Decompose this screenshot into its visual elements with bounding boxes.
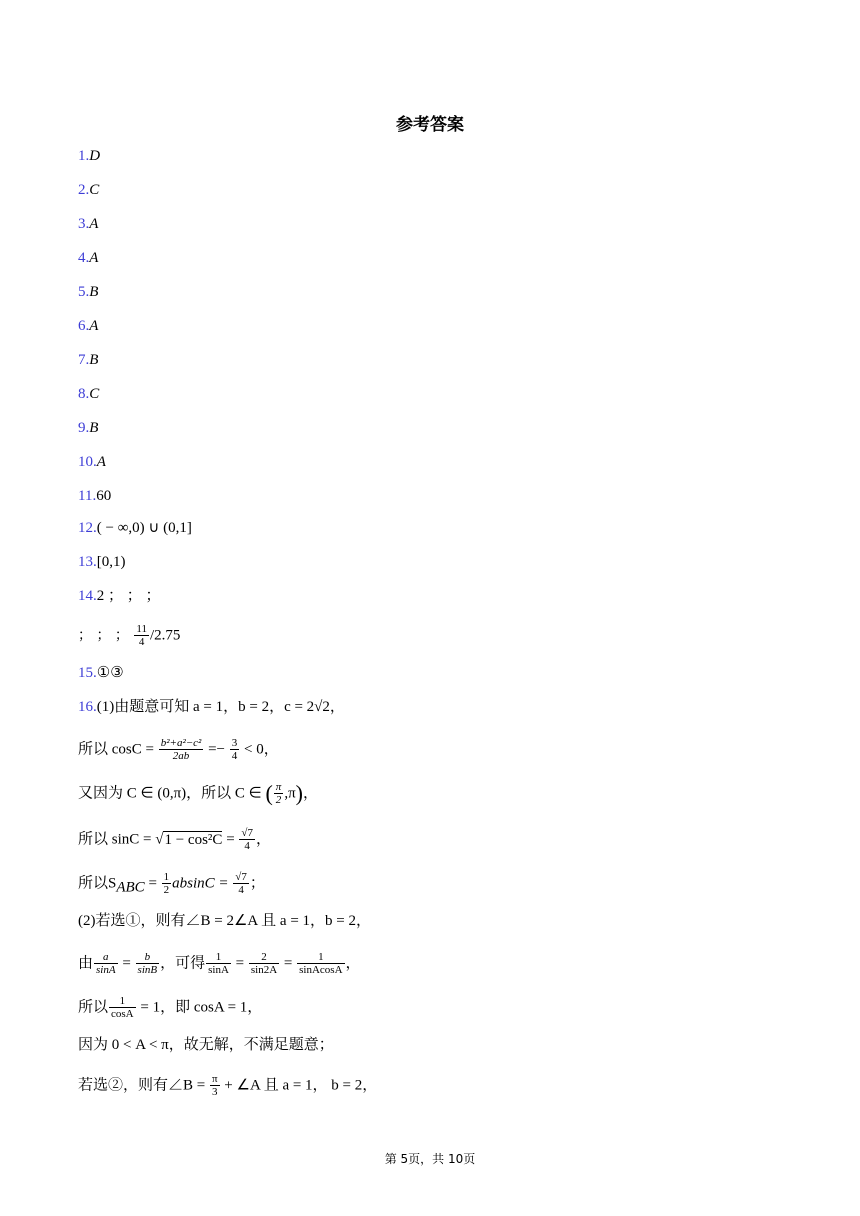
answer-9 [78,418,98,438]
answer-4 [78,248,98,268]
answer-7 [78,350,98,370]
answer-number: 11. [78,488,97,504]
solution-line-sinC: 所以 sinC = √1 − cos²C = $\frac{√7}{4}$ ， [78,827,271,852]
answer-number: 2. [78,182,90,198]
answer-value: A [89,318,99,334]
answer-1 [78,146,100,166]
answer-value: B [89,284,99,300]
answer-number: 4. [78,250,90,266]
solution-line-choice1: (2)若选①，则有∠B = 2∠A 且 a = 1，b = 2， [78,913,371,929]
solution-line-choice2: 若选②，则有∠B = $\frac{\pi}{3}$ + ∠A 且 a = 1， b = 2， [78,1073,378,1098]
fraction: $\frac{11}{4}$ [136,623,147,648]
answer-number: 5. [78,284,90,300]
page-footer: 第 5页，共 10页 [384,1152,476,1166]
answer-value: C [89,182,100,198]
answer-8 [78,384,99,404]
answer-number: 6. [78,318,90,334]
answer-number: 3. [78,216,90,232]
answer-number: 13. [78,554,97,570]
answer-3 [78,214,98,234]
answer-number: 14. [78,588,97,604]
answer-number: 12. [78,520,97,536]
answer-10 [78,452,106,472]
answer-14 [78,586,161,606]
answer-value: A [96,454,106,470]
answer-number: 10. [78,454,97,470]
page-title: 参考答案 [396,115,464,135]
answer-11 [78,486,111,506]
solution-line-no-solution: 因为 0 < A < π，故无解，不满足题意； [78,1037,334,1053]
answer-16: 16.(1)由题意可知 a = 1，b = 2，c = 2√2， [78,699,345,715]
answer-number: 8. [78,386,90,402]
answer-value: A [89,250,99,266]
answer-5 [78,282,98,302]
answer-6 [78,316,98,336]
answer-12 [78,518,192,538]
answer-value: ( − ∞,0) ∪ (0,1] [96,520,192,536]
answer-13 [78,552,126,572]
answer-2 [78,180,99,200]
answer-value: A [89,216,99,232]
answer-value: [0,1) [96,554,126,570]
solution-line-cosC: 所以 cosC = $\frac{\text{b²+a²−c²}}{2ab}$ =− $\frac{3}{4}$ < 0， [78,737,279,762]
solution-line-area: 所以$S_{ABC}$ = $\frac{1}{2}$ absinC = $\frac{√7}{4}$ ； [78,871,265,896]
answer-15: 15.①③ [78,665,124,681]
answer-value: B [89,352,99,368]
solution-line-cosA: 所以 $\frac{1}{\cos A}$ = 1，即 cosA = 1， [78,995,263,1020]
q14-line2: ； ； ； $\frac{11}{4}$ /2.75 [78,623,181,648]
answer-value: D [89,148,101,164]
answer-value: 60 [96,488,112,504]
solution-line-sine-law: 由 $\frac{a}{\sin A}$ = $\frac{b}{\sin B}$ ，可得 $\frac{1}{\sin A}$ = $\frac{2}{\sin 2A}$ = $\frac{1}{\text{sinAcosA}}$ ， [78,951,361,976]
answer-number: 1. [78,148,90,164]
solution-line-range: 又因为 C ∈ (0,π)，所以 C ∈ ( $\frac{\pi}{2}$ ,π)， [78,780,318,806]
answer-number: 7. [78,352,90,368]
answer-number: 9. [78,420,90,436]
answer-value: C [89,386,100,402]
answer-value: B [89,420,99,436]
answer-value: 2 ； ； ； [96,588,161,604]
